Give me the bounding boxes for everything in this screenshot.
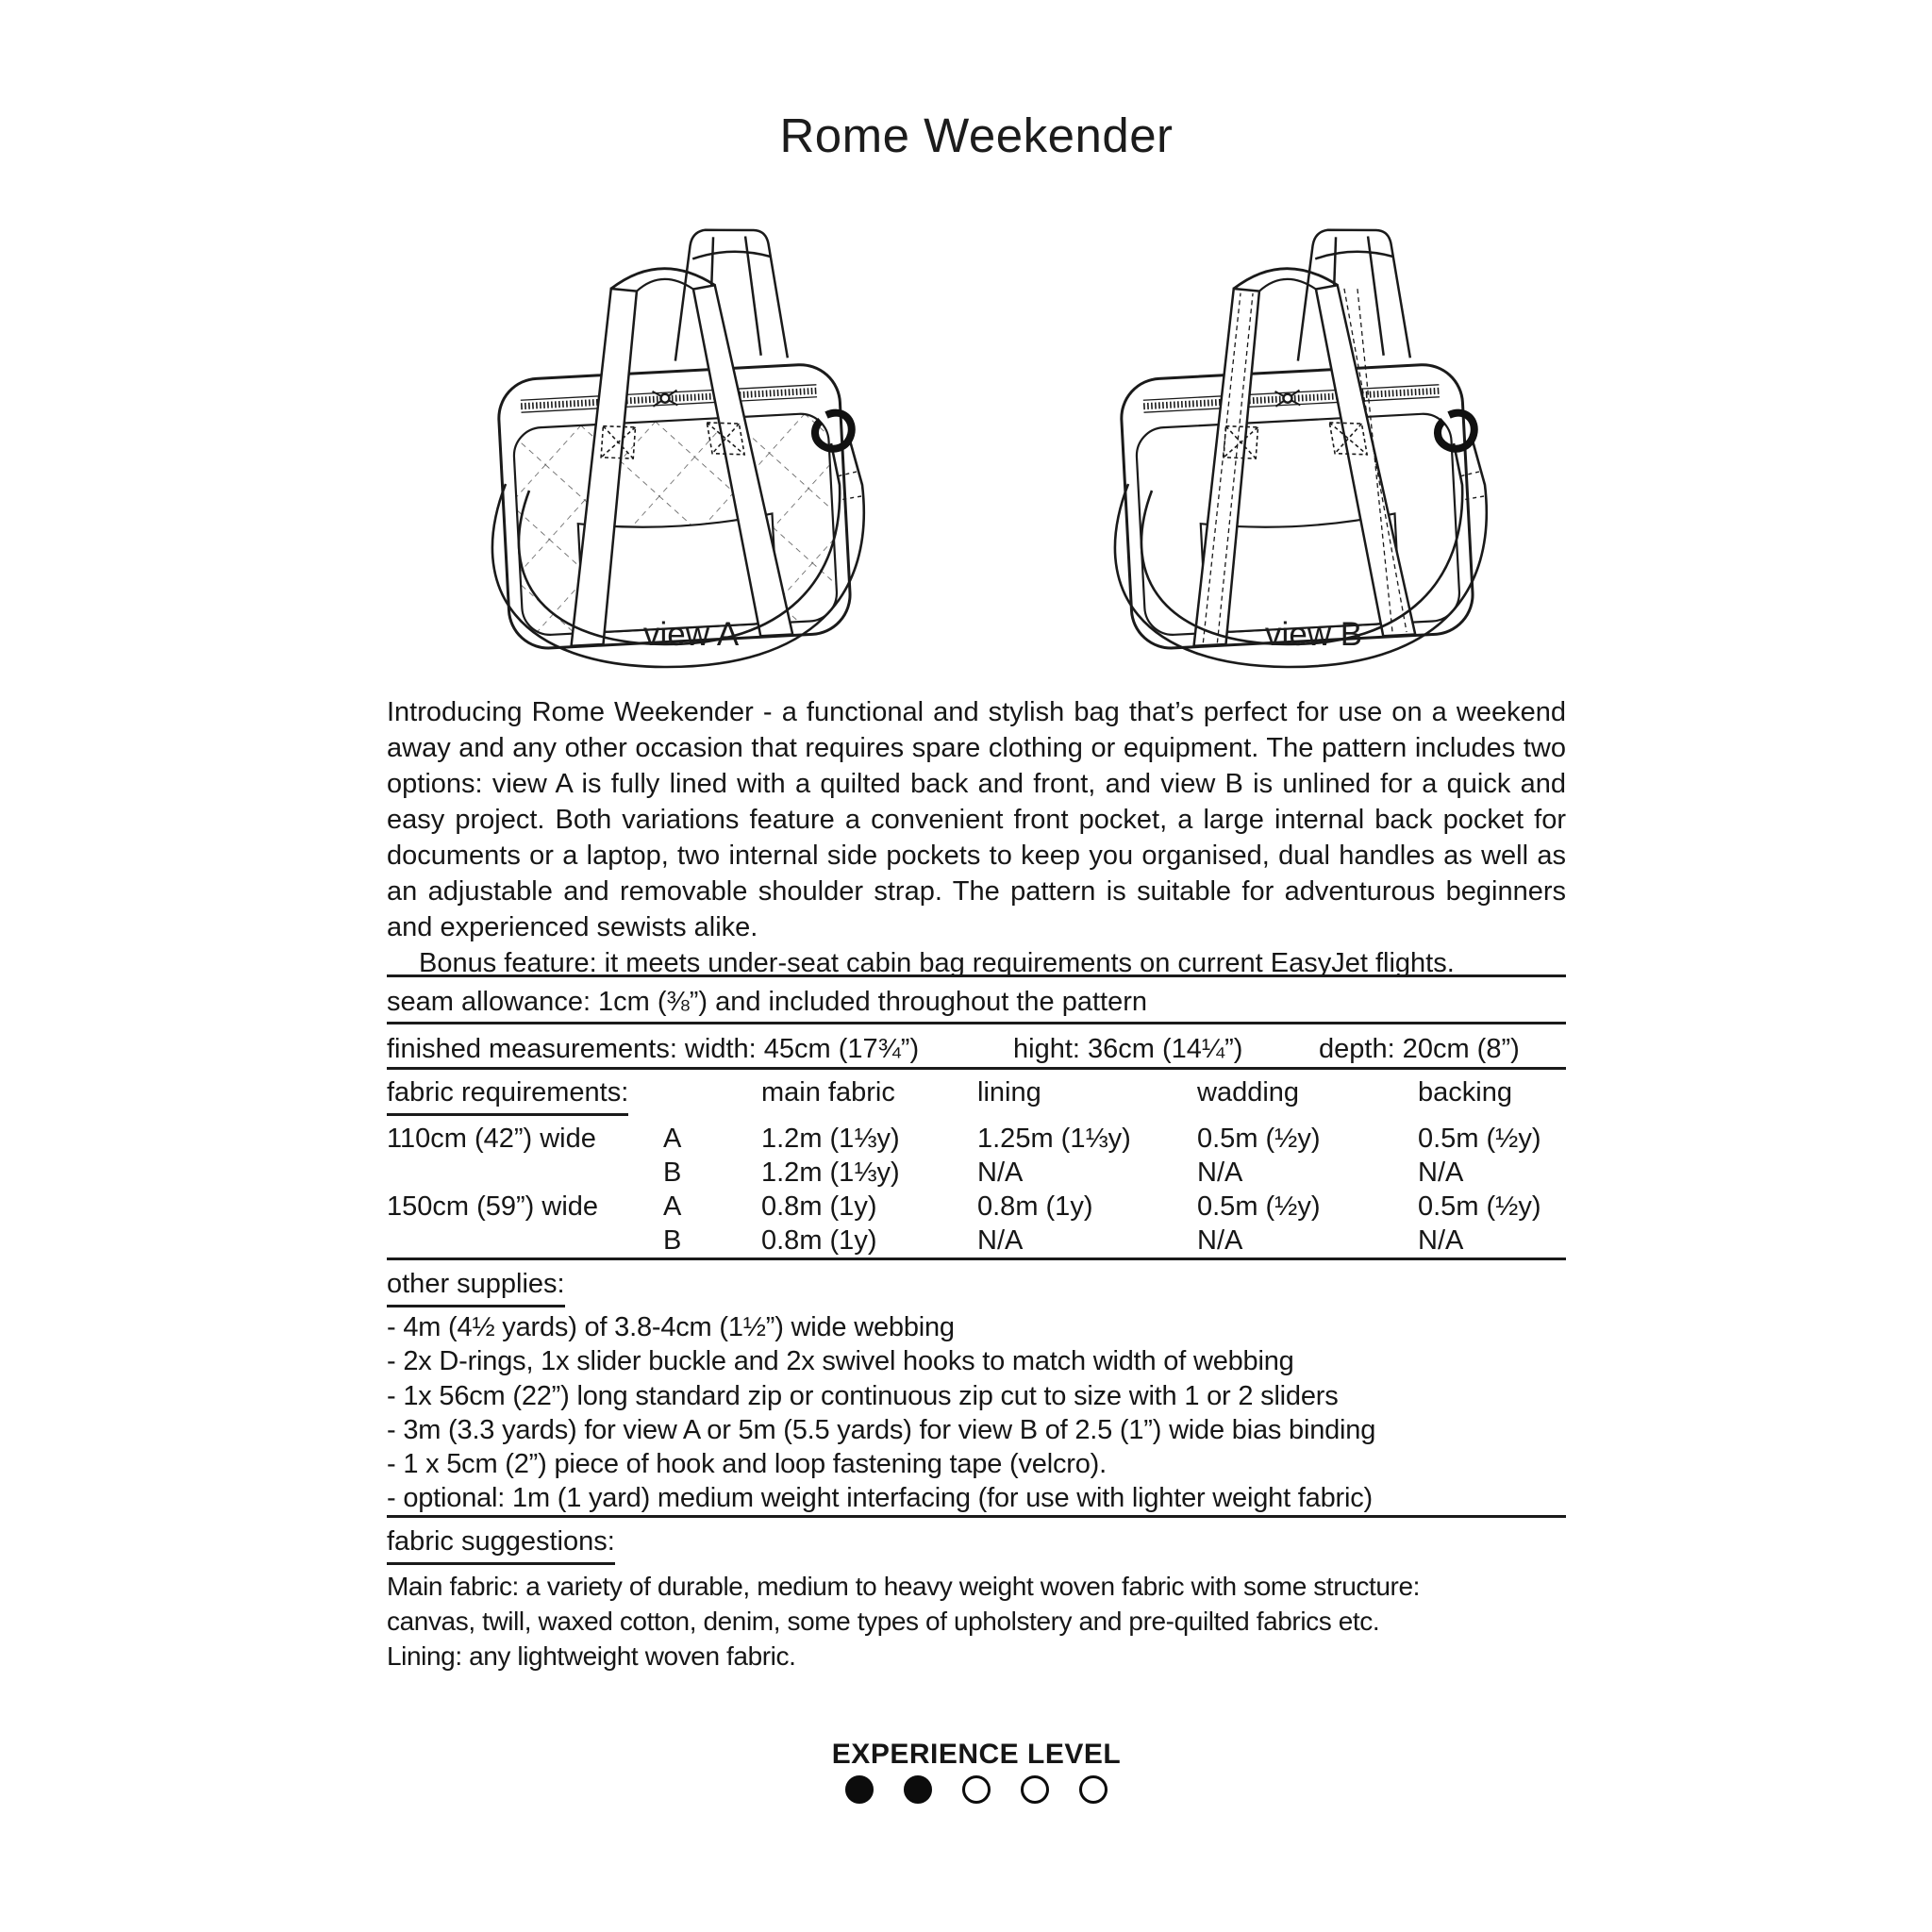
bag-view-b-drawing — [1058, 196, 1523, 673]
fabric-requirements-heading: fabric requirements: — [387, 1078, 628, 1116]
cell: N/A — [1418, 1158, 1464, 1188]
row-width-label: 150cm (59”) wide — [387, 1191, 599, 1222]
intro-paragraph: Introducing Rome Weekender - a functional and stylish bag that’s perfect for use on a weekend away and any other occasion that requires spare clothing or equipment. The pattern includes two options: view A is fully lined with a quilted back and front, and view B is unlined for a quick and easy project. Both variations feature a convenient front pocket, a large internal back pocket for documents or a laptop, two internal side pockets to keep you organised, dual handles as well as an adjustable and removable shoulder strap. The pattern is suitable for adventurous beginners and experienced sewists alike. — [387, 697, 1566, 942]
cell: N/A — [977, 1225, 1024, 1256]
bag-illustration-view-a — [436, 196, 900, 673]
cell: N/A — [1197, 1225, 1243, 1256]
supply-item: - 3m (3.3 yards) for view A or 5m (5.5 yards) for view B of 2.5 (1”) wide bias binding — [387, 1414, 1376, 1445]
cell: 0.5m (½y) — [1418, 1124, 1541, 1154]
intro-section — [387, 694, 1566, 981]
experience-dot — [845, 1775, 874, 1804]
row-view: B — [663, 1225, 682, 1256]
cell: 1.25m (1⅓y) — [977, 1124, 1131, 1154]
cell: 0.8m (1y) — [761, 1191, 877, 1222]
fabric-table-header — [387, 1078, 1585, 1116]
experience-dot — [904, 1775, 932, 1804]
row-width-label — [387, 1224, 663, 1257]
col-header-lining: lining — [977, 1077, 1041, 1108]
experience-level-heading: EXPERIENCE LEVEL — [831, 1739, 1122, 1770]
measurement-width: finished measurements: width: 45cm (17¾”) — [387, 1034, 920, 1064]
finished-measurements-line — [387, 1034, 1594, 1072]
col-header-main-fabric: main fabric — [761, 1077, 895, 1108]
view-a-label: view A — [643, 616, 740, 653]
cell: 1.2m (1⅓y) — [761, 1158, 900, 1188]
measurement-height: hight: 36cm (14¼”) — [1013, 1034, 1243, 1064]
row-width-label — [387, 1156, 663, 1190]
col-header-backing: backing — [1418, 1077, 1512, 1108]
divider — [387, 1067, 1566, 1070]
divider — [387, 1257, 1566, 1260]
cell: 0.8m (1y) — [977, 1191, 1093, 1222]
cell: 0.5m (½y) — [1418, 1191, 1541, 1222]
other-supplies-section — [387, 1269, 1594, 1307]
cell: N/A — [977, 1158, 1024, 1188]
supply-item: - 1 x 5cm (2”) piece of hook and loop fastening tape (velcro). — [387, 1449, 1107, 1480]
page-title: Rome Weekender — [779, 108, 1174, 162]
divider — [387, 1515, 1566, 1518]
view-b-label: view B — [1265, 616, 1363, 653]
other-supplies-heading: other supplies: — [387, 1269, 565, 1307]
row-view: A — [663, 1191, 682, 1222]
fabric-suggestions-section — [387, 1526, 1594, 1565]
experience-dot — [1021, 1775, 1049, 1804]
experience-dot — [1079, 1775, 1108, 1804]
cell: 1.2m (1⅓y) — [761, 1124, 900, 1154]
fabric-table-body — [387, 1122, 1585, 1257]
suggestion-line: canvas, twill, waxed cotton, denim, some types of upholstery and pre-quilted fabrics etc. — [387, 1607, 1380, 1636]
measurement-depth: depth: 20cm (8”) — [1319, 1034, 1520, 1064]
supply-item: - 1x 56cm (22”) long standard zip or continuous zip cut to size with 1 or 2 sliders — [387, 1380, 1339, 1411]
cell: N/A — [1197, 1158, 1243, 1188]
suggestion-line: Lining: any lightweight woven fabric. — [387, 1641, 796, 1671]
row-width-label: 110cm (42”) wide — [387, 1124, 596, 1154]
bag-illustration-view-b — [1058, 196, 1523, 673]
divider — [387, 974, 1566, 977]
experience-dot — [962, 1775, 991, 1804]
bonus-line: Bonus feature: it meets under-seat cabin bag requirements on current EasyJet flights. — [419, 948, 1455, 978]
supply-item: - 2x D-rings, 1x slider buckle and 2x swivel hooks to match width of webbing — [387, 1346, 1294, 1377]
other-supplies-list — [387, 1310, 1594, 1516]
cell: 0.8m (1y) — [761, 1225, 877, 1256]
experience-level-dots — [387, 1775, 1566, 1804]
supply-item: - optional: 1m (1 yard) medium weight interfacing (for use with lighter weight fabric) — [387, 1483, 1373, 1514]
cell: 0.5m (½y) — [1197, 1191, 1321, 1222]
suggestion-line: Main fabric: a variety of durable, medium to heavy weight woven fabric with some structure: — [387, 1572, 1420, 1601]
cell: N/A — [1418, 1225, 1464, 1256]
seam-allowance-line: seam allowance: 1cm (⅜”) and included throughout the pattern — [387, 987, 1148, 1017]
cell: 0.5m (½y) — [1197, 1124, 1321, 1154]
fabric-suggestions-heading: fabric suggestions: — [387, 1526, 615, 1565]
fabric-suggestions-text — [387, 1569, 1585, 1674]
row-view: A — [663, 1124, 682, 1154]
bag-view-a-drawing — [436, 196, 900, 673]
supply-item: - 4m (4½ yards) of 3.8-4cm (1½”) wide webbing — [387, 1312, 955, 1342]
col-header-wadding: wadding — [1197, 1077, 1300, 1108]
divider — [387, 1022, 1566, 1024]
row-view: B — [663, 1158, 682, 1188]
